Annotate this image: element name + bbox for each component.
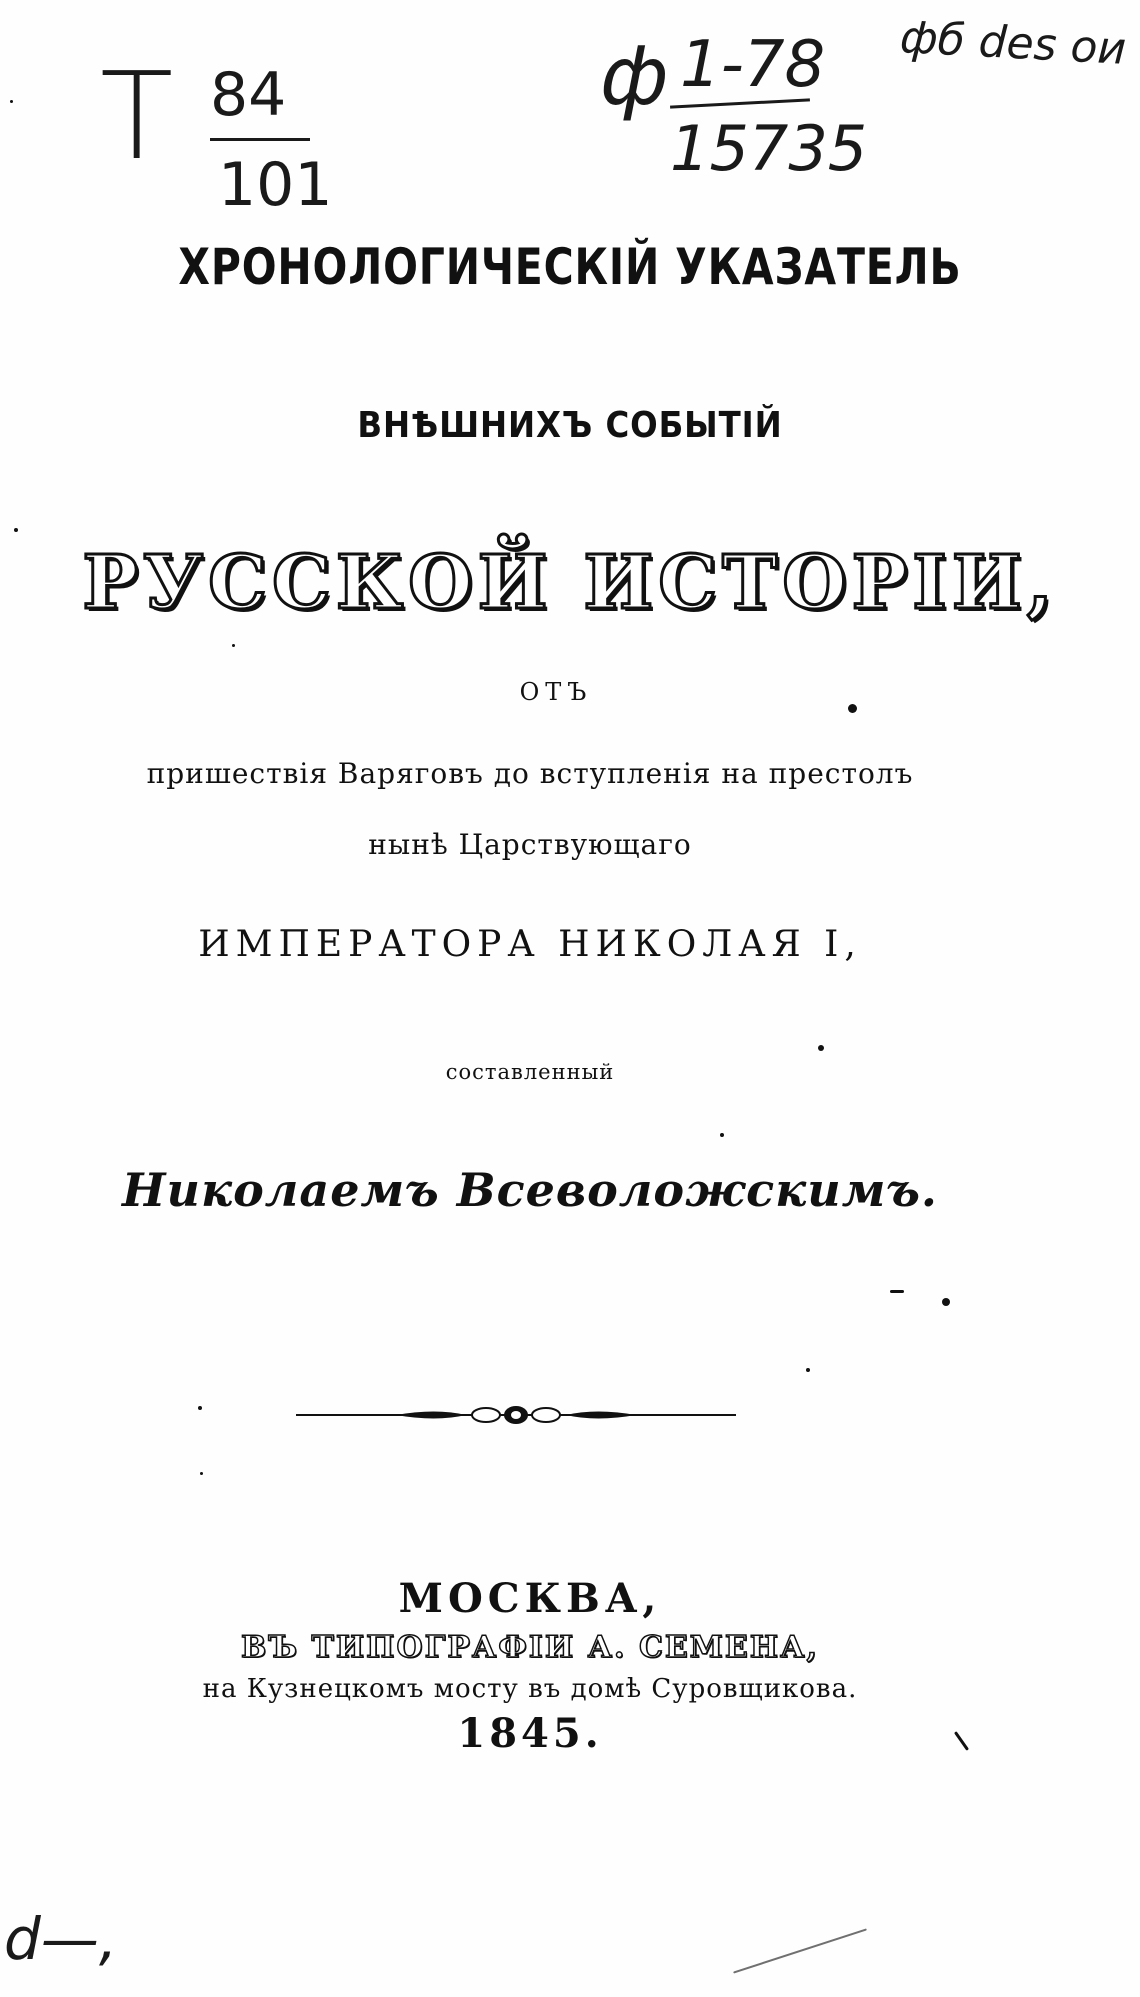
scan-speck — [10, 100, 13, 103]
scan-speck — [232, 644, 235, 647]
main-decorative-title: РУССКОЙ ИСТОРІИ, — [82, 540, 1058, 626]
scope-line-2: нынѣ Царствующаго — [368, 828, 692, 861]
scan-speck — [890, 1290, 904, 1293]
shelf-mark-denominator: 101 — [218, 150, 333, 220]
scan-speck — [200, 1472, 203, 1475]
imprint-year: 1845. — [457, 1710, 603, 1757]
scan-speck — [818, 1045, 824, 1051]
scan-speck — [720, 1133, 724, 1137]
scan-speck — [198, 1406, 202, 1410]
scan-speck — [848, 704, 857, 713]
shelf-mark-bar — [210, 138, 310, 141]
margin-handwritten-mark: d—, — [4, 1905, 118, 1973]
imprint-city: МОСКВА, — [398, 1575, 662, 1622]
imprint-address: на Кузнецкомъ мосту въ домѣ Суровщикова. — [202, 1674, 858, 1704]
scan-speck — [14, 528, 18, 532]
scan-speck — [733, 1928, 867, 1973]
scope-line-1: пришествія Варяговъ до вступленія на престолъ — [146, 757, 914, 790]
emperor-line: ИМПЕРАТОРА НИКОЛАЯ I, — [198, 924, 862, 965]
book-title: ХРОНОЛОГИЧЕСКІЙ УКАЗАТЕЛЬ — [178, 238, 962, 296]
shelf-mark-numerator: 84 — [210, 60, 287, 130]
scan-speck — [942, 1298, 950, 1306]
shelf-mark-letter: T — [100, 48, 174, 187]
corner-handwritten-note: фб des ои — [898, 12, 1128, 75]
book-subtitle: ВНѢШНИХЪ СОБЫТІЙ — [357, 405, 783, 446]
ornament-divider — [296, 1400, 736, 1430]
compiled-by-label: составленный — [445, 1060, 615, 1084]
fond-mark-numerator: 1-78 — [680, 28, 826, 102]
fond-mark-prefix: ф — [600, 30, 669, 123]
scan-speck — [806, 1368, 810, 1372]
fond-mark-denominator: 15735 — [670, 112, 868, 185]
author-name: Николаемъ Всеволожскимъ. — [122, 1163, 938, 1217]
imprint-printer: ВЪ ТИПОГРАФІИ А. СЕМЕНА, — [241, 1630, 819, 1665]
from-word: ОТЪ — [519, 678, 593, 706]
